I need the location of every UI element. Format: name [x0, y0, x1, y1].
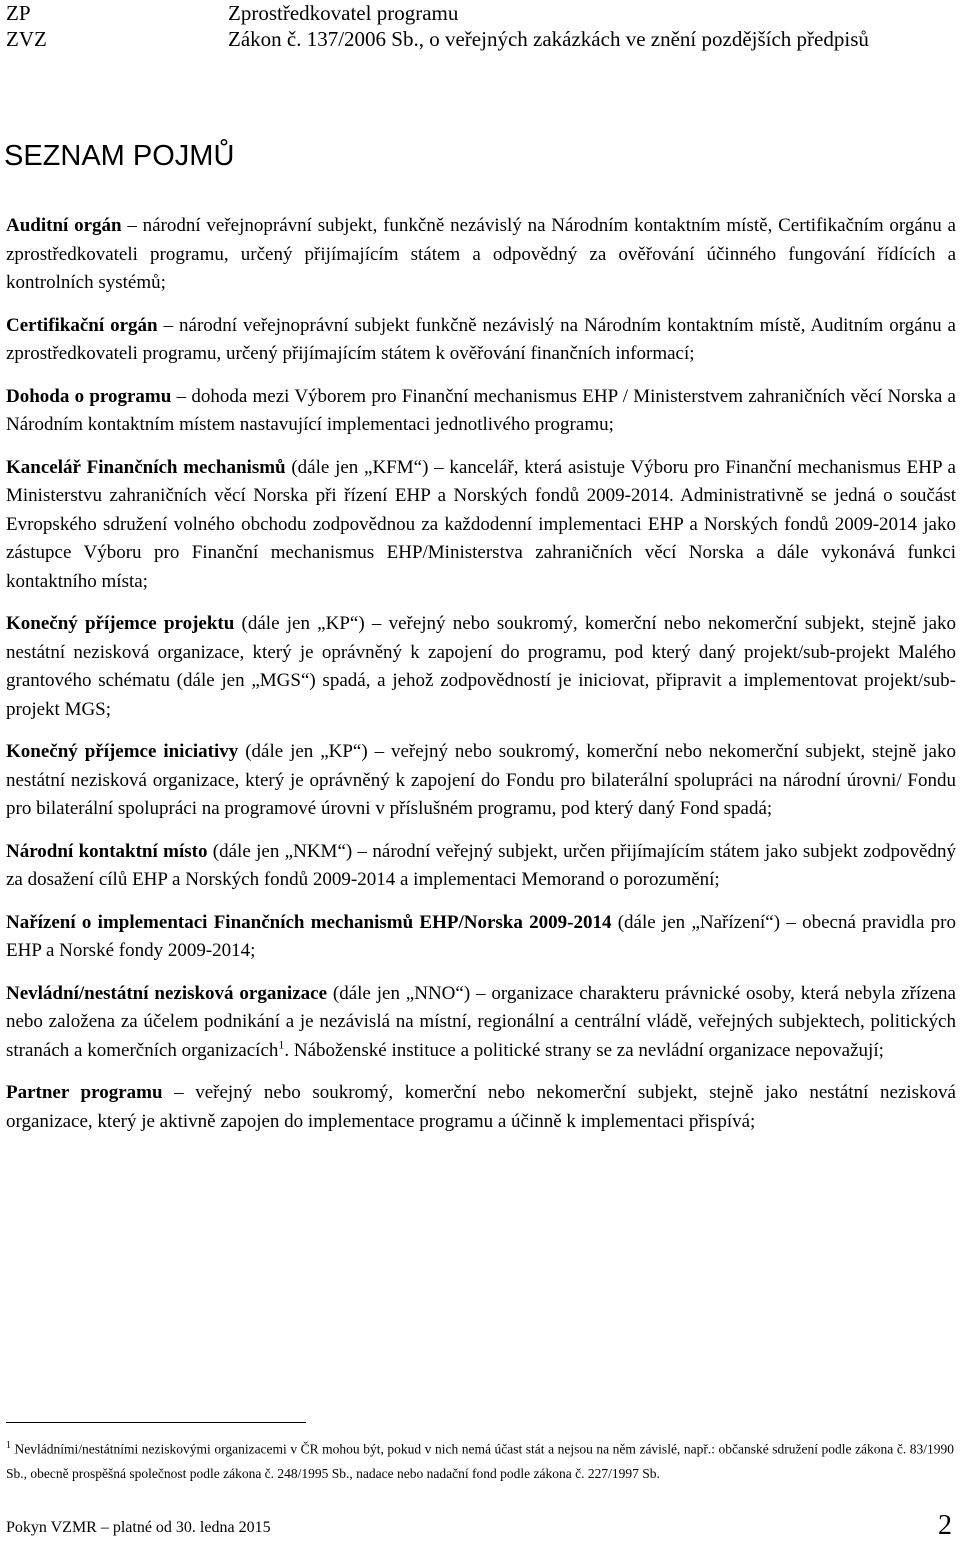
definition-konecny-prijemce-projektu	[6, 610, 956, 724]
term: Nařízení o implementaci Finančních mechanismů EHP/Norska 2009-2014	[6, 911, 612, 933]
term: Partner programu	[6, 1082, 163, 1103]
definition-text: (dále jen „NNO“) – organizace charakteru právnické osoby, která nebyla zřízena nebo založena za účelem podnikání a je nezávislá na místní, regionální a centrální vládě, veřejných subjektech, politických stranách a komerčních organizacích	[6, 982, 956, 1061]
definition-text: (dále jen „KP“) – veřejný nebo soukromý, komerční nebo nekomerční subjekt, stejně jako nestátní nezisková organizace, který je oprávněný k zapojení do programu, pod který daný projekt/sub-projekt Malého grantového schématu (dále jen „MGS“) spadá, a jehož zodpovědností je iniciovat, připravit a implementovat projekt/sub-projekt MGS;	[6, 613, 956, 720]
definition-text: – veřejný nebo soukromý, komerční nebo nekomerční subjekt, stejně jako nestátní nezisková organizace, který je aktivně zapojen do implementace programu a účinně k implementaci přispívá;	[6, 1082, 956, 1132]
abbr-zvz: ZVZ	[6, 27, 47, 51]
term: Národní kontaktní místo	[6, 840, 208, 862]
header-line-1: Zprostředkovatel programu	[228, 1, 459, 25]
definition-text: – národní veřejnoprávní subjekt, funkčně nezávislý na Národním kontaktním místě, Certifikačním orgánu a zprostředkovateli programu, určený přijímajícím státem a odpovědný za ověřování účinného fungování řídících a kontrolních systémů;	[6, 215, 956, 293]
definition-nno	[6, 980, 956, 1066]
footnote	[6, 1434, 954, 1486]
term: Nevládní/nestátní nezisková organizace	[6, 982, 328, 1004]
footer-document-info: Pokyn VZMR – platné od 30. ledna 2015	[6, 1519, 271, 1536]
footnote-number: 1	[6, 1440, 11, 1451]
definition-text: – národní veřejnoprávní subjekt funkčně nezávislý na Národním kontaktním místě, Auditním orgánu a zprostředkovateli programu, určený přijímajícím státem k ověřování finančních informací;	[6, 314, 956, 364]
header-line-2: Zákon č. 137/2006 Sb., o veřejných zakázkách ve znění pozdějších předpisů	[228, 27, 869, 51]
footnote-divider	[6, 1422, 306, 1423]
footnote-reference[interactable]: 1	[278, 1037, 285, 1052]
definition-text: (dále jen „Nařízení“) – obecná pravidla pro EHP a Norské fondy 2009-2014;	[6, 911, 956, 961]
footnote-text: Nevládními/nestátními neziskovými organizacemi v ČR mohou být, pokud v nich nemá účast stát a nejsou na něm závislé, např.: občanské sdružení podle zákona č. 83/1990 Sb., obecně prospěšná společnost podle zákona č. 248/1995 Sb., nadace nebo nadační fond podle zákona č. 227/1997 Sb.	[6, 1441, 954, 1481]
header-definitions	[228, 0, 953, 52]
term: Certifikační orgán	[6, 314, 158, 336]
definition-text-continued: . Náboženské instituce a politické strany se za nevládní organizace nepovažují;	[284, 1039, 884, 1061]
definition-konecny-prijemce-iniciativy	[6, 738, 956, 824]
definition-partner-programu	[6, 1079, 956, 1136]
definition-kancelar-fm	[6, 454, 956, 597]
definition-text: (dále jen „KFM“) – kancelář, která asistuje Výboru pro Finanční mechanismus EHP a Ministerstvu zahraničních věcí Norska při řízení EHP a Norských fondů 2009-2014. Administrativně se jedná o součást Evropského sdružení volného obchodu zodpovědnou za každodenní implementaci EHP a Norských fondů 2009-2014 jako zástupce Výboru pro Finanční mechanismus EHP/Ministerstva zahraničních věcí Norska a dále vykonává funkci kontaktního místa;	[6, 456, 956, 592]
page-title: SEZNAM POJMŮ	[4, 140, 235, 172]
definition-text: (dále jen „NKM“) – národní veřejný subjekt, určen přijímajícím státem jako subjekt zodpovědný za dosažení cílů EHP a Norských fondů 2009-2014 a implementaci Memorand o porozumění;	[6, 840, 956, 890]
definition-narodni-kontaktni-misto	[6, 838, 956, 895]
definition-narizeni	[6, 909, 956, 966]
definition-text: (dále jen „KP“) – veřejný nebo soukromý, komerční nebo nekomerční subjekt, stejně jako nestátní nezisková organizace, který je oprávněný k zapojení do Fondu pro bilaterální spolupráci na národní úrovni/ Fondu pro bilaterální spolupráci na programové úrovni v příslušném programu, pod který daný Fond spadá;	[6, 741, 956, 819]
term: Dohoda o programu	[6, 385, 172, 407]
definitions-list	[6, 212, 956, 1136]
page-number: 2	[938, 1510, 952, 1541]
term: Konečný příjemce iniciativy	[6, 741, 239, 762]
definition-auditni-organ	[6, 212, 956, 298]
term: Konečný příjemce projektu	[6, 613, 235, 634]
definition-dohoda-o-programu	[6, 383, 956, 440]
definition-certifikacni-organ	[6, 312, 956, 369]
term: Auditní orgán	[6, 215, 122, 236]
term: Kancelář Finančních mechanismů	[6, 456, 286, 478]
abbr-zp: ZP	[6, 1, 31, 25]
definition-text: – dohoda mezi Výborem pro Finanční mechanismus EHP / Ministerstvem zahraničních věcí Norska a Národním kontaktním místem nastavující implementaci jednotlivého programu;	[6, 385, 956, 435]
